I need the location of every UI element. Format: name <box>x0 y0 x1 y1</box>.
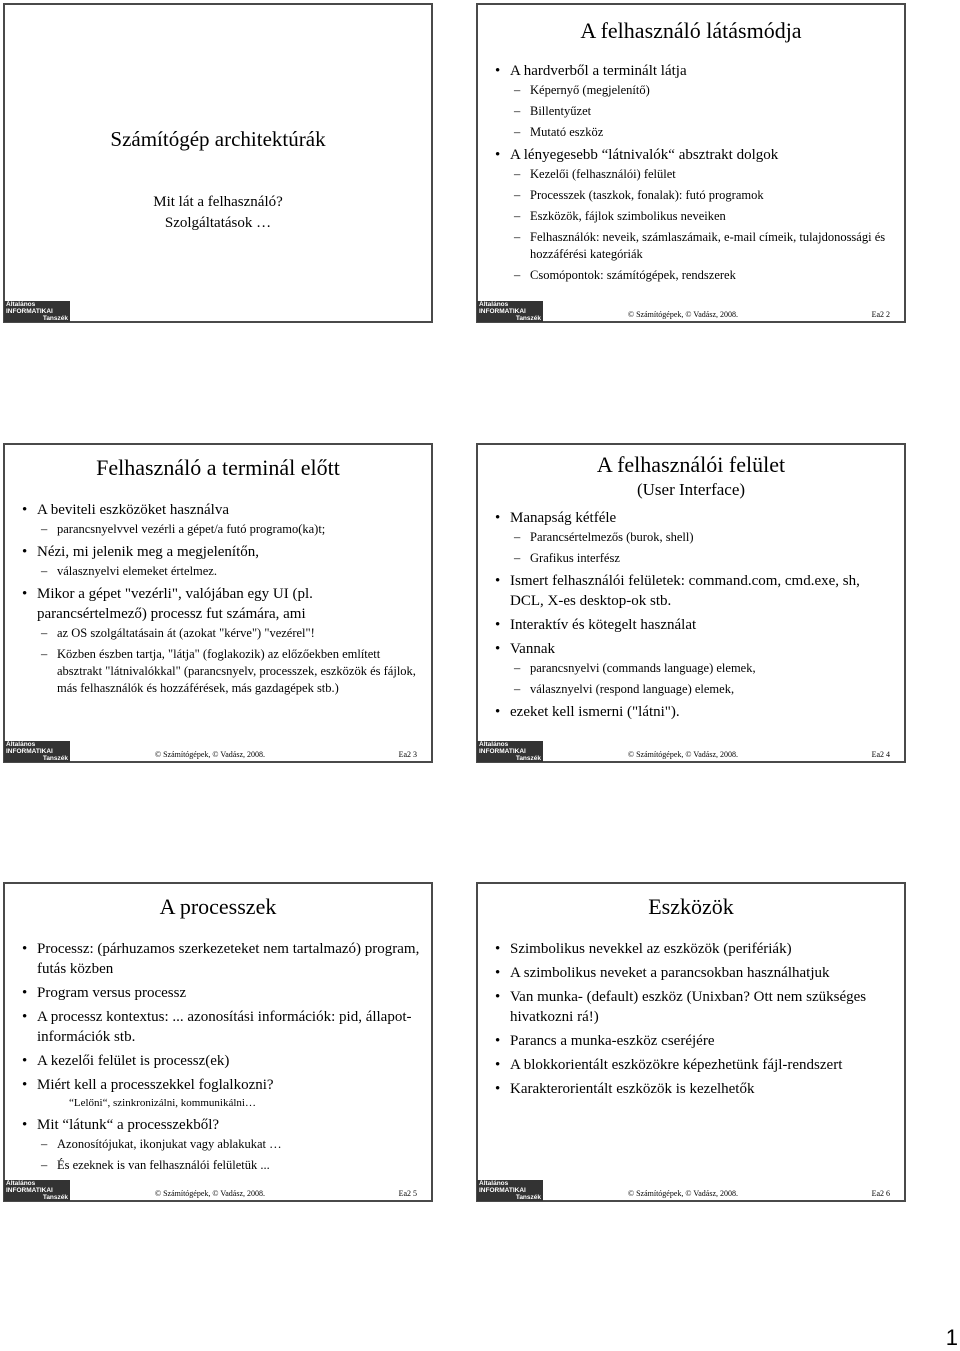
sub-bullet-item: – Processzek (taszkok, fonalak): futó programok <box>492 187 894 204</box>
slide-body <box>492 61 894 288</box>
sub-bullet-item: – És ezeknek is van felhasználói felületük ... <box>19 1157 421 1174</box>
slide-body <box>19 939 421 1178</box>
slide-footer: © Számítógépek, © Vadász, 2008. <box>628 750 738 759</box>
slide-title: Eszközök <box>648 894 734 919</box>
bullet-item: • A szimbolikus neveket a parancsokban használhatjuk <box>492 963 894 983</box>
subtitle-line: Mit lát a felhasználó? <box>153 194 283 210</box>
sub-bullet-item: – az OS szolgáltatásain át (azokat "kérve") "vezérel"! <box>19 625 421 642</box>
slide-footer: © Számítógépek, © Vadász, 2008. <box>628 310 738 319</box>
sub-bullet-item: – Billentyűzet <box>492 103 894 120</box>
slide-number: Ea2 6 <box>871 1189 890 1198</box>
slide-body <box>492 508 894 726</box>
sub-bullet-item: – válasznyelvi elemeket értelmez. <box>19 563 421 580</box>
slide-number: Ea2 3 <box>398 750 417 759</box>
sub-bullet-item: – Azonosítójukat, ikonjukat vagy ablakukat … <box>19 1136 421 1153</box>
sub-bullet-item: – parancsnyelvvel vezérli a gépet/a futó programo(ka)t; <box>19 521 421 538</box>
sub-bullet-item: – válasznyelvi (respond language) elemek, <box>492 681 894 698</box>
slide-subtitle <box>5 192 431 234</box>
sub-bullet-item: – Mutató eszköz <box>492 124 894 141</box>
bullet-item: • Van munka- (default) eszköz (Unixban? Ott nem szükséges hivatkozni rá!) <box>492 987 894 1027</box>
subtitle-line: Szolgáltatások … <box>164 215 272 231</box>
slide-3 <box>3 443 433 763</box>
slide-title: A processzek <box>159 894 277 919</box>
slide-footer: © Számítógépek, © Vadász, 2008. <box>155 750 265 759</box>
slide-body <box>19 500 421 701</box>
bullet-item: • Karakterorientált eszközök is kezelhetők <box>492 1079 894 1099</box>
bullet-item: • Program versus processz <box>19 983 421 1003</box>
slide-5 <box>3 882 433 1202</box>
slide-1 <box>3 3 433 323</box>
slide-4 <box>476 443 906 763</box>
bullet-item: • Ismert felhasználói felületek: command.com, cmd.exe, sh, DCL, X-es desktop-ok stb. <box>492 571 894 611</box>
slide-title: A felhasználói felület <box>596 452 786 477</box>
department-logo: Általános INFORMATIKAI Tanszék <box>479 301 541 322</box>
department-logo: Általános INFORMATIKAI Tanszék <box>6 301 68 322</box>
slide-number: Ea2 2 <box>871 310 890 319</box>
bullet-item: • A blokkorientált eszközökre képezhetünk fájl-rendszert <box>492 1055 894 1075</box>
slide-body <box>492 939 894 1103</box>
slide-title: Számítógép architektúrák <box>110 127 326 151</box>
bullet-item: • Interaktív és kötegelt használat <box>492 615 894 635</box>
slide-2 <box>476 3 906 323</box>
page-number: 1 <box>945 1325 958 1350</box>
sub-bullet-item: – Eszközök, fájlok szimbolikus neveiken <box>492 208 894 225</box>
sub-bullet-item: – Közben észben tartja, "látja" (foglakozik) az előzőekben említett absztrakt "látnivalókkal" (parancsnyelv, processzek, eszközök és fájlok, más felhasználók és hozzáférések, más gazdagépek stb.) <box>19 646 421 697</box>
bullet-item: • ezeket kell ismerni ("látni"). <box>492 702 894 722</box>
bullet-item: • Vannak <box>492 639 894 659</box>
bullet-item: • Nézi, mi jelenik meg a megjelenítőn, <box>19 542 421 562</box>
slide-title: Felhasználó a terminál előtt <box>96 455 340 480</box>
bullet-item: • Miért kell a processzekkel foglalkozni? <box>19 1075 421 1095</box>
bullet-item: • A processz kontextus: ... azonosítási információk: pid, állapot-információk stb. <box>19 1007 421 1047</box>
sub-bullet-item: – Grafikus interfész <box>492 550 894 567</box>
sub-bullet-item: – Csomópontok: számítógépek, rendszerek <box>492 267 894 284</box>
sub-bullet-item: – parancsnyelvi (commands language) elemek, <box>492 660 894 677</box>
sub-bullet-item: – Kezelői (felhasználói) felület <box>492 166 894 183</box>
slide-number: Ea2 5 <box>398 1189 417 1198</box>
bullet-item: • Manapság kétféle <box>492 508 894 528</box>
department-logo: Általános INFORMATIKAI Tanszék <box>6 741 68 762</box>
bullet-item: • Parancs a munka-eszköz cseréjére <box>492 1031 894 1051</box>
bullet-item: • A lényegesebb “látnivalók“ absztrakt dolgok <box>492 145 894 165</box>
slide-number: Ea2 4 <box>871 750 890 759</box>
bullet-item: • A hardverből a terminált látja <box>492 61 894 81</box>
department-logo: Általános INFORMATIKAI Tanszék <box>479 1180 541 1201</box>
slide-footer: © Számítógépek, © Vadász, 2008. <box>628 1189 738 1198</box>
bullet-item: • Processz: (párhuzamos szerkezeteket nem tartalmazó) program, futás közben <box>19 939 421 979</box>
bullet-item: • Szimbolikus nevekkel az eszközök (perifériák) <box>492 939 894 959</box>
sub-bullet-item: – Felhasználók: neveik, számlaszámaik, e-mail címeik, tulajdonossági és hozzáférési kategóriák <box>492 229 894 263</box>
bullet-item: • Mit “látunk“ a processzekből? <box>19 1115 421 1135</box>
sub-bullet-item: – Parancsértelmezős (burok, shell) <box>492 529 894 546</box>
bullet-item: • Mikor a gépet "vezérli", valójában egy UI (pl. parancsértelmező) processz fut számára, ami <box>19 584 421 624</box>
sub-bullet-item: – Képernyő (megjelenítő) <box>492 82 894 99</box>
bullet-item: • A beviteli eszközöket használva <box>19 500 421 520</box>
bullet-item: • A kezelői felület is processz(ek) <box>19 1051 421 1071</box>
sub-sub-item: “Lelőni“, szinkronizálni, kommunikálni… <box>69 1097 256 1109</box>
slide-title: A felhasználó látásmódja <box>580 18 802 43</box>
slide-6 <box>476 882 906 1202</box>
department-logo: Általános INFORMATIKAI Tanszék <box>6 1180 68 1201</box>
department-logo: Általános INFORMATIKAI Tanszék <box>479 741 541 762</box>
slide-footer: © Számítógépek, © Vadász, 2008. <box>155 1189 265 1198</box>
slide-subtitle: (User Interface) <box>636 480 746 499</box>
